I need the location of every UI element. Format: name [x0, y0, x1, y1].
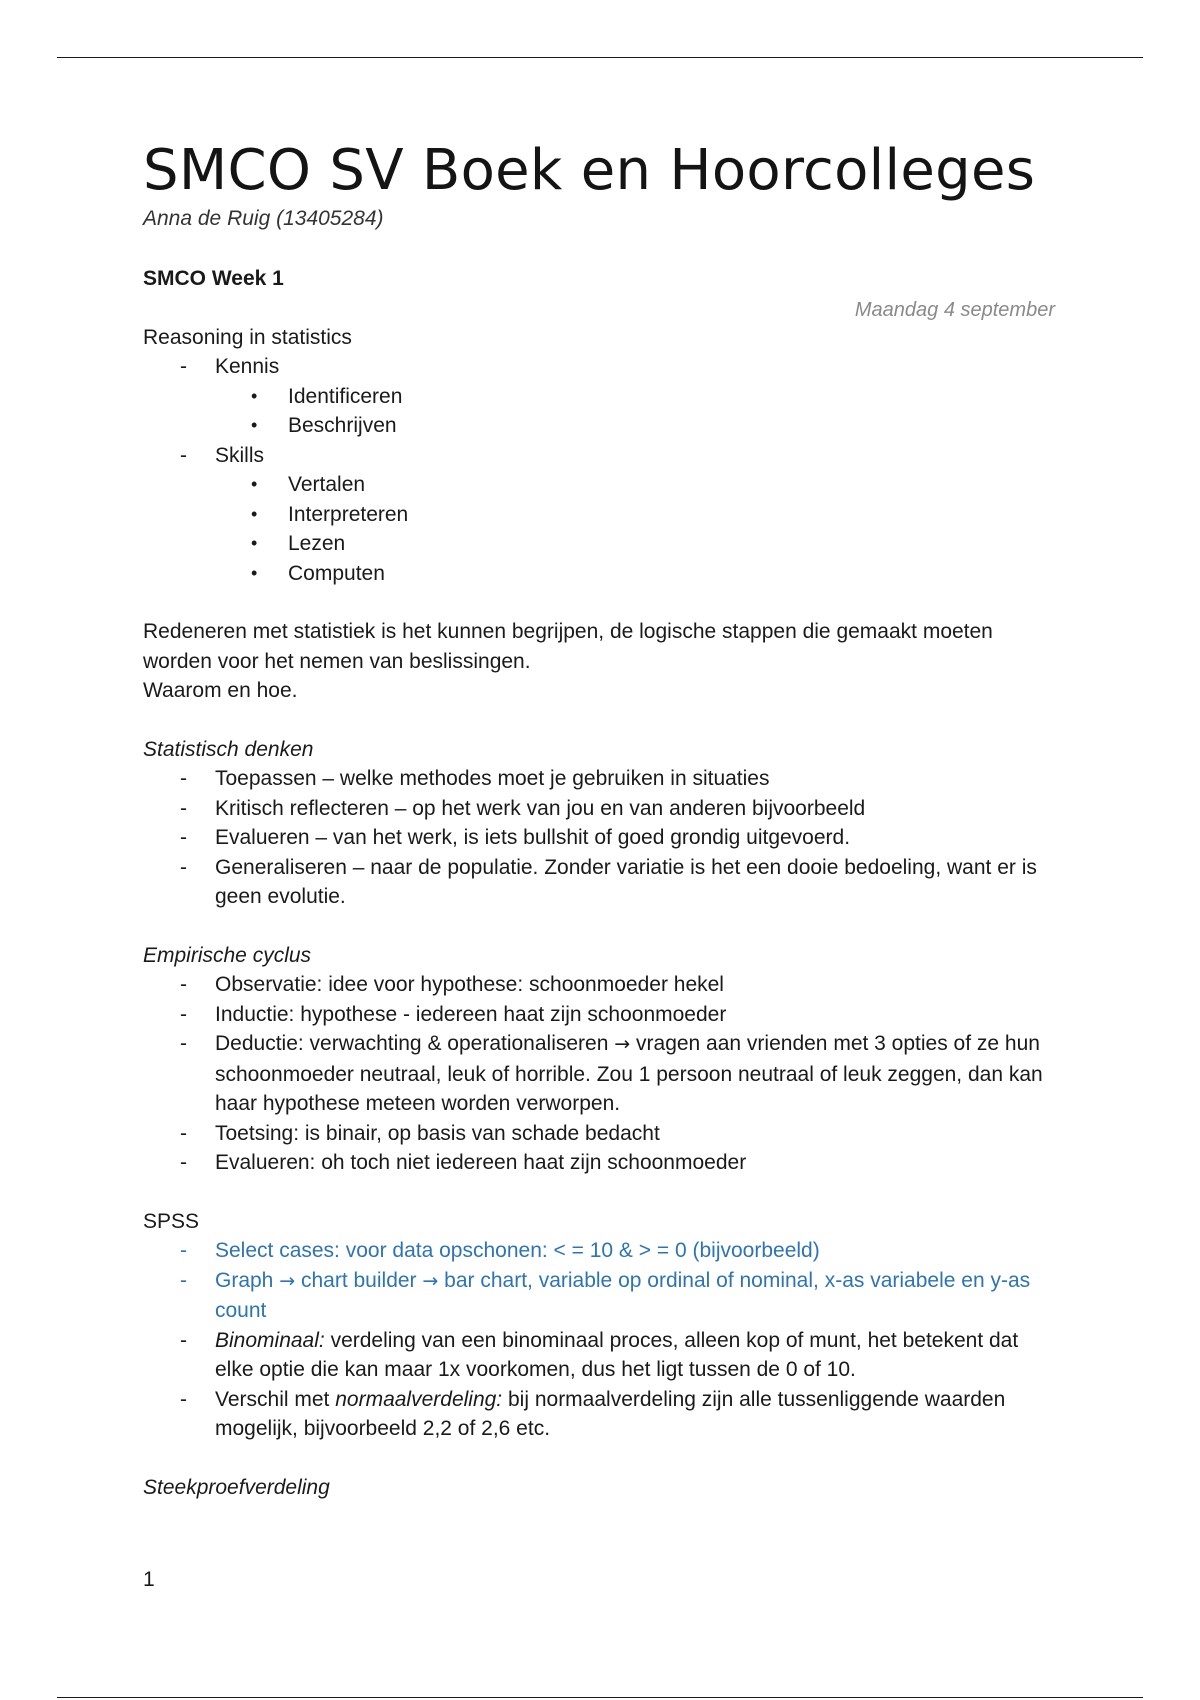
week-heading: SMCO Week 1	[143, 267, 284, 290]
spss-item-part: bar chart, variable op ordinal of nominal, x-as variabele en y-as count	[215, 1268, 1031, 1322]
spss-item-part: chart builder	[300, 1268, 417, 1292]
reasoning-list	[143, 352, 1055, 382]
statistisch-item: Evalueren – van het werk, is iets bullshit of goed grondig uitgevoerd.	[215, 826, 851, 849]
redeneren-section	[143, 617, 1055, 706]
kennis-item: Beschrijven	[288, 414, 397, 437]
arrow-right-icon: →	[279, 1269, 296, 1292]
dash-marker: -	[180, 826, 187, 849]
bullet-marker: •	[251, 533, 258, 553]
spss-item: verdeling van een binominaal proces, alleen kop of munt, het betekent dat elke optie die kan maar 1x voorkomen, dus het ligt tussen de 0 of 10.	[215, 1328, 1019, 1381]
empirisch-section	[143, 941, 1055, 1178]
empirisch-item: Deductie: verwachting & operationaliseren	[215, 1032, 609, 1055]
statistisch-item: Generaliseren – naar de populatie. Zonder variatie is het een dooie bedoeling, want er is geen evolutie.	[215, 855, 1037, 908]
top-rule	[57, 57, 1143, 58]
spss-section	[143, 1207, 1055, 1444]
list-item	[143, 823, 1055, 853]
arrow-right-icon: →	[614, 1033, 631, 1055]
document-author: Anna de Ruig (13405284)	[143, 207, 384, 230]
spss-item: Graph	[215, 1268, 274, 1292]
spss-item: Select cases: voor data opschonen: < = 10 & > = 0 (bijvoorbeeld)	[215, 1239, 820, 1262]
dash-marker: -	[180, 767, 187, 790]
dash-marker: -	[180, 1002, 187, 1026]
steekproef-section	[143, 1473, 1055, 1503]
empirisch-item: Observatie: idee voor hypothese: schoonmoeder hekel	[215, 973, 724, 996]
spss-term: Binominaal:	[215, 1328, 325, 1352]
dash-marker: -	[180, 1268, 187, 1292]
list-item	[143, 441, 1055, 471]
empirisch-item: Toetsing: is binair, op basis van schade bedacht	[215, 1121, 660, 1145]
dash-marker: -	[180, 1121, 187, 1145]
arrow-right-icon: →	[422, 1269, 439, 1292]
kennis-item: Identificeren	[288, 384, 403, 408]
statistisch-item: Toepassen – welke methodes moet je gebruiken in situaties	[215, 767, 770, 790]
dash-marker: -	[180, 1239, 187, 1262]
reasoning-section	[143, 323, 1055, 589]
list-item	[143, 1266, 1055, 1326]
bullet-marker: •	[251, 385, 258, 406]
skills-item: Lezen	[288, 532, 346, 555]
bullet-marker: •	[251, 503, 258, 524]
skills-label: Skills	[215, 443, 265, 467]
empirisch-list	[143, 970, 1055, 1178]
dash-marker: -	[180, 1328, 187, 1352]
list-item	[143, 529, 1055, 559]
statistisch-list	[143, 764, 1055, 912]
skills-item: Computen	[288, 561, 385, 585]
redeneren-line: Waarom en hoe.	[143, 679, 298, 702]
bullet-marker: •	[251, 562, 258, 583]
list-item	[143, 1029, 1055, 1119]
list-item	[143, 1326, 1055, 1385]
reasoning-heading: Reasoning in statistics	[143, 325, 352, 349]
list-item	[143, 470, 1055, 500]
list-item	[143, 794, 1055, 824]
statistisch-section	[143, 735, 1055, 912]
empirisch-item-continuation: vragen aan vrienden met 3 opties of ze hun schoonmoeder neutraal, leuk of horrible. Zou 1 persoon neutraal of leuk zeggen, dan kan haar hypothese meteen worden verworpen.	[215, 1032, 1043, 1115]
lecture-date: Maandag 4 september	[854, 299, 1055, 321]
kennis-sublist	[143, 382, 1055, 441]
skills-item: Vertalen	[288, 473, 366, 496]
list-item	[143, 382, 1055, 412]
list-item	[143, 1119, 1055, 1149]
dash-marker: -	[180, 1032, 187, 1055]
statistisch-item: Kritisch reflecteren – op het werk van jou en van anderen bijvoorbeeld	[215, 796, 866, 820]
reasoning-list	[143, 441, 1055, 471]
page-number: 1	[143, 1568, 155, 1591]
bullet-marker: •	[251, 474, 258, 494]
list-item	[143, 500, 1055, 530]
list-item	[143, 1236, 1055, 1266]
list-item	[143, 853, 1055, 912]
dash-marker: -	[180, 1387, 187, 1411]
skills-sublist	[143, 470, 1055, 588]
bottom-rule	[57, 1697, 1143, 1698]
steekproef-heading: Steekproefverdeling	[143, 1475, 330, 1499]
list-item	[143, 559, 1055, 589]
kennis-label: Kennis	[215, 355, 280, 378]
document-title: SMCO SV Boek en Hoorcolleges	[143, 138, 1036, 203]
list-item	[143, 352, 1055, 382]
list-item	[143, 1000, 1055, 1030]
dash-marker: -	[180, 973, 187, 996]
empirisch-item: Inductie: hypothese - iedereen haat zijn schoonmoeder	[215, 1002, 727, 1026]
skills-item: Interpreteren	[288, 502, 409, 526]
list-item	[143, 970, 1055, 1000]
list-item	[143, 411, 1055, 441]
spss-item: Verschil met	[215, 1387, 336, 1411]
spss-term: normaalverdeling:	[335, 1387, 503, 1411]
list-item	[143, 1148, 1055, 1178]
dash-marker: -	[180, 355, 187, 378]
dash-marker: -	[180, 855, 187, 879]
bullet-marker: •	[251, 415, 258, 435]
empirisch-item: Evalueren: oh toch niet iedereen haat zijn schoonmoeder	[215, 1151, 747, 1174]
spss-item-part: bij normaalverdeling zijn alle tussenliggende waarden mogelijk, bijvoorbeeld 2,2 of 2,6 etc.	[215, 1387, 1006, 1440]
spss-list	[143, 1236, 1055, 1444]
dash-marker: -	[180, 796, 187, 820]
spss-heading: SPSS	[143, 1209, 200, 1233]
dash-marker: -	[180, 443, 187, 467]
list-item	[143, 764, 1055, 794]
list-item	[143, 1385, 1055, 1444]
document-page	[143, 140, 1055, 1502]
redeneren-paragraph: Redeneren met statistiek is het kunnen begrijpen, de logische stappen die gemaakt moeten worden voor het nemen van beslissingen.	[143, 620, 993, 673]
statistisch-heading: Statistisch denken	[143, 737, 314, 761]
dash-marker: -	[180, 1151, 187, 1174]
empirisch-heading: Empirische cyclus	[143, 943, 312, 967]
